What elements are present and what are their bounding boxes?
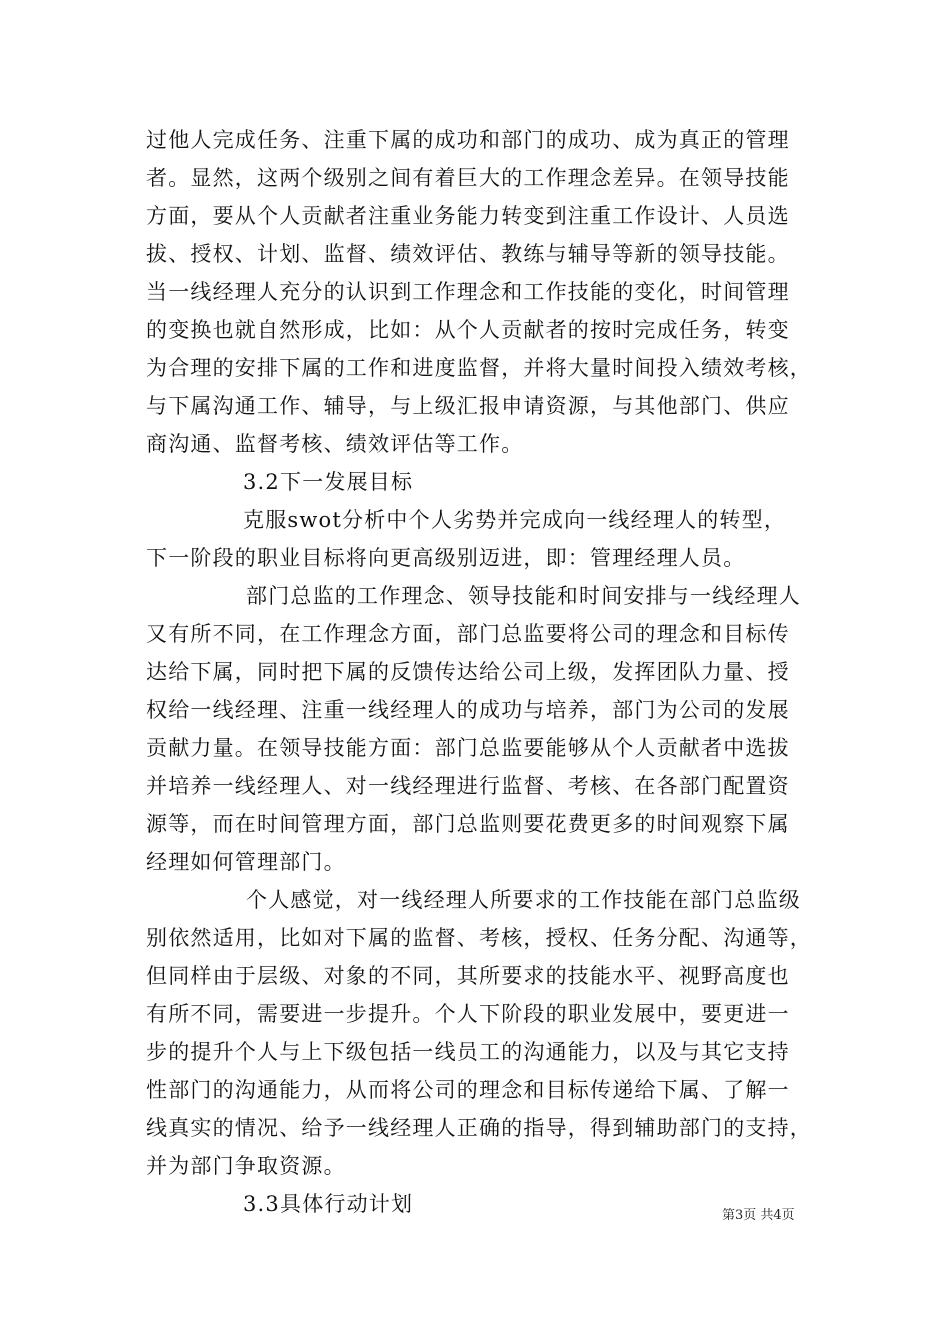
- body-line: 部门总监的工作理念、领导技能和时间安排与一线经理人: [246, 584, 801, 608]
- body-line: 有所不同，需要进一步提升。个人下阶段的职业发展中，要更进一: [146, 1002, 790, 1026]
- body-line: 并培养一线经理人、对一线经理进行监督、考核、在各部门配置资: [146, 774, 790, 798]
- body-line: 步的提升个人与上下级包括一线员工的沟通能力，以及与其它支持: [146, 1040, 790, 1064]
- section-heading: 3.3具体行动计划: [243, 1192, 414, 1216]
- body-line: 源等，而在时间管理方面，部门总监则要花费更多的时间观察下属: [146, 812, 790, 836]
- body-line: 当一线经理人充分的认识到工作理念和工作技能的变化，时间管理: [146, 280, 790, 304]
- body-line: 克服swot分析中个人劣势并完成向一线经理人的转型，: [243, 508, 787, 532]
- body-line: 拔、授权、计划、监督、绩效评估、教练与辅导等新的领导技能。: [146, 242, 790, 266]
- section-heading: 3.2下一发展目标: [243, 470, 414, 494]
- body-line: 方面，要从个人贡献者注重业务能力转变到注重工作设计、人员选: [146, 204, 790, 228]
- body-line: 达给下属，同时把下属的反馈传达给公司上级，发挥团队力量、授: [146, 660, 790, 684]
- body-line: 者。显然，这两个级别之间有着巨大的工作理念差异。在领导技能: [146, 166, 790, 190]
- body-line: 又有所不同，在工作理念方面，部门总监要将公司的理念和目标传: [146, 622, 790, 646]
- page-number-footer: 第3页 共4页: [722, 1208, 795, 1223]
- body-line: 个人感觉，对一线经理人所要求的工作技能在部门总监级: [246, 888, 801, 912]
- body-line: 性部门的沟通能力，从而将公司的理念和目标传递给下属、了解一: [146, 1078, 790, 1102]
- body-line: 贡献力量。在领导技能方面：部门总监要能够从个人贡献者中选拔: [146, 736, 790, 760]
- body-line: 线真实的情况、给予一线经理人正确的指导，得到辅助部门的支持，: [146, 1116, 812, 1140]
- body-line: 权给一线经理、注重一线经理人的成功与培养，部门为公司的发展: [146, 698, 790, 722]
- body-line: 商沟通、监督考核、绩效评估等工作。: [146, 432, 524, 456]
- body-line: 为合理的安排下属的工作和进度监督，并将大量时间投入绩效考核，: [146, 356, 812, 380]
- body-line: 并为部门争取资源。: [146, 1154, 346, 1178]
- body-line: 经理如何管理部门。: [146, 850, 346, 874]
- body-line: 过他人完成任务、注重下属的成功和部门的成功、成为真正的管理: [146, 128, 790, 152]
- body-line: 但同样由于层级、对象的不同，其所要求的技能水平、视野高度也: [146, 964, 790, 988]
- body-line: 别依然适用，比如对下属的监督、考核，授权、任务分配、沟通等，: [146, 926, 812, 950]
- body-line: 的变换也就自然形成，比如：从个人贡献者的按时完成任务，转变: [146, 318, 790, 342]
- body-line: 下一阶段的职业目标将向更高级别迈进，即：管理经理人员。: [146, 546, 746, 570]
- body-line: 与下属沟通工作、辅导，与上级汇报申请资源，与其他部门、供应: [146, 394, 790, 418]
